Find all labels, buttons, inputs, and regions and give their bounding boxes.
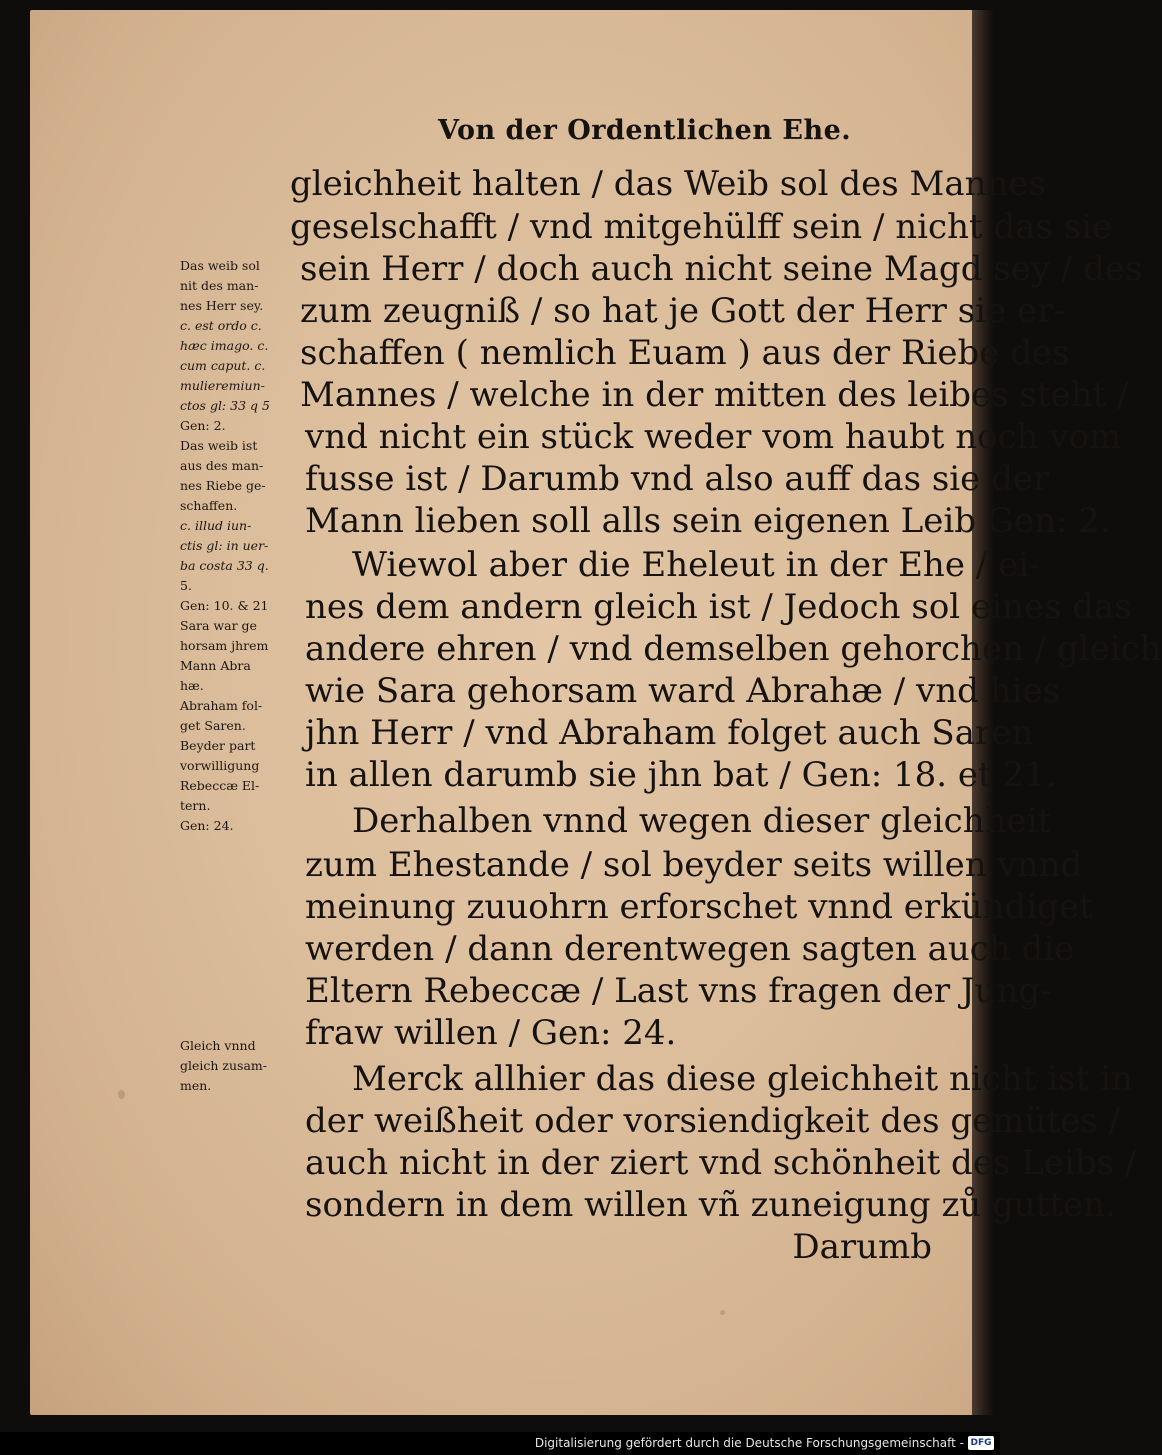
text-line: der weißheit oder vorsiendigkeit des gemütes / bbox=[305, 1101, 1120, 1141]
margin-note: tern. bbox=[180, 798, 211, 813]
text-line: fusse ist / Darumb vnd also auff das sie der bbox=[305, 459, 1050, 499]
margin-note: Das weib ist bbox=[180, 438, 258, 453]
margin-note: Gleich vnnd bbox=[180, 1038, 256, 1053]
margin-note: gleich zusam- bbox=[180, 1058, 267, 1073]
margin-note: Abraham fol- bbox=[180, 698, 263, 713]
margin-note: hæc imago. c. bbox=[180, 338, 269, 353]
text-line: vnd nicht ein stück weder vom haubt noch vom bbox=[305, 417, 1122, 457]
margin-note: ctis gl: in uer- bbox=[180, 538, 269, 553]
text-line: Eltern Rebeccæ / Last vns fragen der Jung- bbox=[305, 971, 1052, 1011]
paper-stain bbox=[720, 1310, 725, 1315]
margin-note: 5. bbox=[180, 578, 192, 593]
catchword: Darumb bbox=[792, 1227, 932, 1267]
text-line: auch nicht in der ziert vnd schönheit des Leibs / bbox=[305, 1143, 1137, 1183]
margin-note: mulieremiun- bbox=[180, 378, 265, 393]
margin-note: c. illud iun- bbox=[180, 518, 252, 533]
margin-note: get Saren. bbox=[180, 718, 246, 733]
text-line: fraw willen / Gen: 24. bbox=[305, 1013, 677, 1053]
margin-note: Sara war ge bbox=[180, 618, 257, 633]
running-head: Von der Ordentlichen Ehe. bbox=[438, 115, 852, 146]
margin-note: vorwilligung bbox=[180, 758, 260, 773]
margin-note: Gen: 2. bbox=[180, 418, 226, 433]
text-line: andere ehren / vnd demselben gehorchen / gleich bbox=[305, 629, 1162, 669]
margin-note: Gen: 10. & 21 bbox=[180, 598, 269, 613]
margin-note: men. bbox=[180, 1078, 212, 1093]
text-line: Mannes / welche in der mitten des leibes steht / bbox=[300, 375, 1129, 415]
margin-note: nes Riebe ge- bbox=[180, 478, 266, 493]
text-line: Wiewol aber die Eheleut in der Ehe / ei- bbox=[352, 545, 1041, 585]
margin-note: schaffen. bbox=[180, 498, 238, 513]
text-line: sondern in dem willen vñ zuneigung zů gutten. bbox=[305, 1185, 1116, 1225]
text-line: sein Herr / doch auch nicht seine Magd sey / des bbox=[300, 249, 1143, 289]
margin-note: nit des man- bbox=[180, 278, 259, 293]
text-line: wie Sara gehorsam ward Abrahæ / vnd hies bbox=[305, 671, 1061, 711]
margin-note: horsam jhrem bbox=[180, 638, 269, 653]
text-line: meinung zuuohrn erforschet vnnd erkündiget bbox=[305, 887, 1093, 927]
margin-note: Rebeccæ El- bbox=[180, 778, 260, 793]
margin-note: ctos gl: 33 q 5 bbox=[180, 398, 270, 413]
footer-bar bbox=[0, 1432, 1000, 1455]
text-line: Merck allhier das diese gleichheit nicht ist in bbox=[352, 1059, 1133, 1099]
margin-note: Gen: 24. bbox=[180, 818, 234, 833]
text-line: Derhalben vnnd wegen dieser gleichheit bbox=[352, 801, 1052, 841]
margin-note: Das weib sol bbox=[180, 258, 260, 273]
text-line: zum Ehestande / sol beyder seits willen vnnd bbox=[305, 845, 1083, 885]
margin-note: nes Herr sey. bbox=[180, 298, 264, 313]
dfg-logo: DFG bbox=[968, 1436, 994, 1450]
text-line: nes dem andern gleich ist / Jedoch sol eines das bbox=[305, 587, 1132, 627]
text-line: Mann lieben soll alls sein eigenen Leib Gen: 2. bbox=[305, 501, 1111, 541]
text-line: zum zeugniß / so hat je Gott der Herr sie er- bbox=[300, 291, 1065, 331]
margin-note: Beyder part bbox=[180, 738, 256, 753]
paper-stain bbox=[118, 1090, 125, 1099]
text-line: werden / dann derentwegen sagten auch die bbox=[305, 929, 1075, 969]
margin-note: hæ. bbox=[180, 678, 204, 693]
text-line: geselschafft / vnd mitgehülff sein / nicht das sie bbox=[290, 207, 1113, 247]
margin-note: cum caput. c. bbox=[180, 358, 266, 373]
text-line: jhn Herr / vnd Abraham folget auch Saren bbox=[305, 713, 1034, 753]
text-line: schaffen ( nemlich Euam ) aus der Riebe des bbox=[300, 333, 1070, 373]
margin-note: Mann Abra bbox=[180, 658, 251, 673]
margin-note: ba costa 33 q. bbox=[180, 558, 269, 573]
funding-notice: Digitalisierung gefördert durch die Deutsche Forschungsgemeinschaft - bbox=[534, 1436, 964, 1450]
margin-note: aus des man- bbox=[180, 458, 264, 473]
margin-note: c. est ordo c. bbox=[180, 318, 262, 333]
text-line: gleichheit halten / das Weib sol des Mannes bbox=[290, 164, 1046, 204]
text-line: in allen darumb sie jhn bat / Gen: 18. et 21. bbox=[305, 755, 1057, 795]
